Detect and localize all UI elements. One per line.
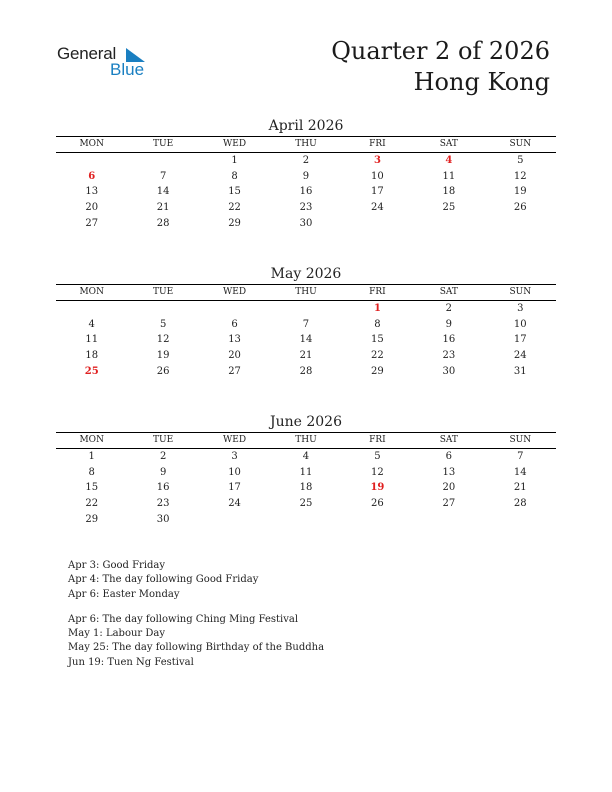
day-cell: 11 (442, 170, 456, 182)
day-cell: 12 (371, 466, 384, 478)
brand-logo (57, 44, 157, 84)
week-row (56, 465, 556, 481)
holiday-day-cell: 3 (373, 155, 381, 166)
day-cell: 22 (228, 202, 241, 214)
day-cell: 8 (374, 318, 381, 330)
holiday-note: Jun 19: Tuen Ng Festival (68, 656, 194, 668)
week-row (56, 512, 556, 528)
week-row (56, 348, 556, 364)
empty-day-cell (270, 301, 341, 317)
day-cell: 24 (513, 350, 527, 362)
day-cell: 16 (299, 186, 313, 198)
day-cell: 11 (85, 334, 99, 346)
day-cell: 16 (156, 482, 170, 494)
brand-word-general: General (57, 44, 117, 63)
holiday-day-cell: 4 (445, 155, 453, 166)
weekday-header: THU (295, 139, 317, 149)
day-cell: 30 (156, 513, 170, 525)
holiday-note: Apr 4: The day following Good Friday (68, 574, 259, 586)
day-cell: 6 (231, 318, 238, 330)
day-cell: 2 (302, 155, 310, 166)
holiday-day-cell: 19 (370, 482, 385, 494)
day-cell: 1 (231, 155, 238, 166)
weekday-header: MON (79, 139, 104, 149)
empty-day-cell (127, 301, 198, 317)
day-cell: 26 (513, 202, 527, 214)
empty-day-cell (413, 512, 484, 528)
day-cell: 23 (299, 202, 313, 214)
week-row (56, 169, 556, 185)
holiday-note: Apr 3: Good Friday (68, 560, 166, 571)
week-row (56, 301, 556, 317)
weekday-header: WED (223, 287, 247, 297)
day-cell: 25 (442, 202, 456, 214)
day-cell: 2 (159, 451, 167, 462)
day-cell: 27 (85, 217, 99, 229)
weekday-header: TUE (153, 435, 174, 445)
day-cell: 31 (513, 365, 527, 377)
day-cell: 11 (299, 466, 313, 478)
weekday-header-row (56, 137, 556, 152)
weekday-header: WED (223, 435, 247, 445)
holiday-notes (68, 559, 324, 670)
day-cell: 30 (442, 365, 456, 377)
day-cell: 21 (299, 350, 313, 362)
day-cell: 15 (228, 186, 241, 198)
weekday-header: WED (223, 139, 247, 149)
weekday-header: SUN (509, 435, 532, 445)
day-cell: 15 (371, 334, 384, 346)
month-title: May 2026 (270, 266, 342, 282)
month-april (56, 117, 556, 231)
day-cell: 3 (517, 303, 524, 314)
weekday-header-row (56, 285, 556, 300)
day-cell: 23 (442, 350, 456, 362)
weekday-header: SAT (439, 287, 458, 297)
day-cell: 1 (88, 451, 95, 462)
day-cell: 8 (231, 170, 238, 182)
day-cell: 5 (517, 155, 524, 166)
day-cell: 29 (85, 513, 99, 525)
day-cell: 12 (513, 170, 527, 182)
day-cell: 30 (299, 217, 313, 229)
weekday-header: SAT (439, 435, 458, 445)
holiday-day-cell: 25 (84, 365, 99, 377)
day-cell: 14 (156, 186, 170, 198)
day-cell: 7 (302, 318, 310, 330)
day-cell: 13 (85, 186, 99, 198)
day-cell: 7 (517, 451, 524, 462)
holiday-note: Apr 6: Easter Monday (68, 588, 180, 600)
day-cell: 26 (371, 498, 384, 510)
empty-day-cell (199, 512, 270, 528)
weekday-header: FRI (369, 287, 386, 297)
day-cell: 10 (228, 466, 241, 478)
day-cell: 4 (302, 451, 310, 462)
weekday-header: SUN (509, 287, 532, 297)
day-cell: 20 (85, 202, 99, 214)
day-cell: 29 (228, 217, 241, 229)
day-cell: 19 (156, 350, 170, 362)
day-cell: 15 (85, 482, 99, 494)
empty-day-cell (413, 216, 484, 232)
day-cell: 17 (513, 334, 527, 346)
notes-group-2 (68, 613, 324, 670)
month-june (56, 413, 556, 527)
week-row (56, 216, 556, 232)
holiday-day-cell: 6 (88, 170, 96, 182)
day-cell: 17 (371, 186, 384, 198)
empty-day-cell (56, 301, 127, 317)
weekday-header: THU (295, 435, 317, 445)
weekday-header: FRI (369, 435, 386, 445)
day-cell: 28 (513, 498, 527, 510)
week-row (56, 449, 556, 465)
empty-day-cell (485, 216, 556, 232)
week-row (56, 332, 556, 348)
day-cell: 24 (228, 498, 241, 510)
holiday-note: May 25: The day following Birthday of the Buddha (68, 642, 325, 654)
notes-group-1 (68, 559, 324, 602)
weekday-header: SAT (439, 139, 458, 149)
day-cell: 7 (159, 170, 167, 182)
day-cell: 22 (371, 350, 384, 362)
page-title (331, 36, 550, 98)
title-region: Hong Kong (413, 68, 550, 96)
month-title: April 2026 (268, 118, 344, 134)
holiday-note: May 1: Labour Day (68, 628, 165, 640)
empty-day-cell (56, 153, 127, 169)
day-cell: 24 (371, 202, 384, 214)
holiday-day-cell: 1 (373, 303, 381, 314)
day-cell: 10 (371, 170, 384, 182)
day-cell: 26 (156, 365, 170, 377)
day-cell: 16 (442, 334, 456, 346)
day-cell: 27 (228, 365, 241, 377)
empty-day-cell (342, 512, 413, 528)
day-cell: 28 (299, 365, 313, 377)
week-row (56, 153, 556, 169)
empty-day-cell (270, 512, 341, 528)
day-cell: 22 (85, 498, 99, 510)
weekday-header: TUE (153, 139, 174, 149)
weekday-header: TUE (153, 287, 174, 297)
brand-word-blue: Blue (110, 60, 145, 79)
week-row (56, 317, 556, 333)
week-row (56, 200, 556, 216)
weekday-header: MON (79, 435, 104, 445)
day-cell: 21 (156, 202, 170, 214)
day-cell: 14 (299, 334, 313, 346)
day-cell: 9 (302, 170, 310, 182)
day-cell: 8 (88, 466, 95, 478)
day-cell: 19 (513, 186, 527, 198)
day-cell: 9 (159, 466, 167, 478)
weekday-header: FRI (369, 139, 386, 149)
day-cell: 5 (374, 451, 381, 462)
day-cell: 14 (513, 466, 527, 478)
day-cell: 28 (156, 217, 170, 229)
day-cell: 18 (442, 186, 456, 198)
day-cell: 27 (442, 498, 456, 510)
day-cell: 13 (442, 466, 456, 478)
week-row (56, 496, 556, 512)
month-title: June 2026 (269, 414, 342, 430)
day-cell: 21 (513, 482, 527, 494)
weekday-header: MON (79, 287, 104, 297)
day-cell: 12 (156, 334, 170, 346)
holiday-note: Apr 6: The day following Ching Ming Festival (68, 613, 299, 625)
empty-day-cell (342, 216, 413, 232)
day-cell: 4 (88, 318, 95, 330)
weekday-header: SUN (509, 139, 532, 149)
day-cell: 18 (299, 482, 313, 494)
day-cell: 20 (442, 482, 456, 494)
month-may (56, 265, 556, 379)
day-cell: 20 (228, 350, 241, 362)
week-row (56, 364, 556, 380)
day-cell: 6 (445, 451, 453, 462)
title-quarter: Quarter 2 of 2026 (331, 37, 550, 65)
day-cell: 9 (445, 318, 453, 330)
empty-day-cell (485, 512, 556, 528)
day-cell: 25 (299, 498, 313, 510)
day-cell: 13 (228, 334, 241, 346)
day-cell: 17 (228, 482, 241, 494)
week-row (56, 480, 556, 496)
day-cell: 29 (371, 365, 384, 377)
day-cell: 5 (159, 318, 167, 330)
day-cell: 18 (85, 350, 99, 362)
weekday-header: THU (295, 287, 317, 297)
empty-day-cell (199, 301, 270, 317)
day-cell: 2 (445, 303, 453, 314)
day-cell: 3 (231, 451, 238, 462)
weekday-header-row (56, 433, 556, 448)
day-cell: 23 (156, 498, 170, 510)
day-cell: 10 (513, 318, 527, 330)
week-row (56, 184, 556, 200)
empty-day-cell (127, 153, 198, 169)
